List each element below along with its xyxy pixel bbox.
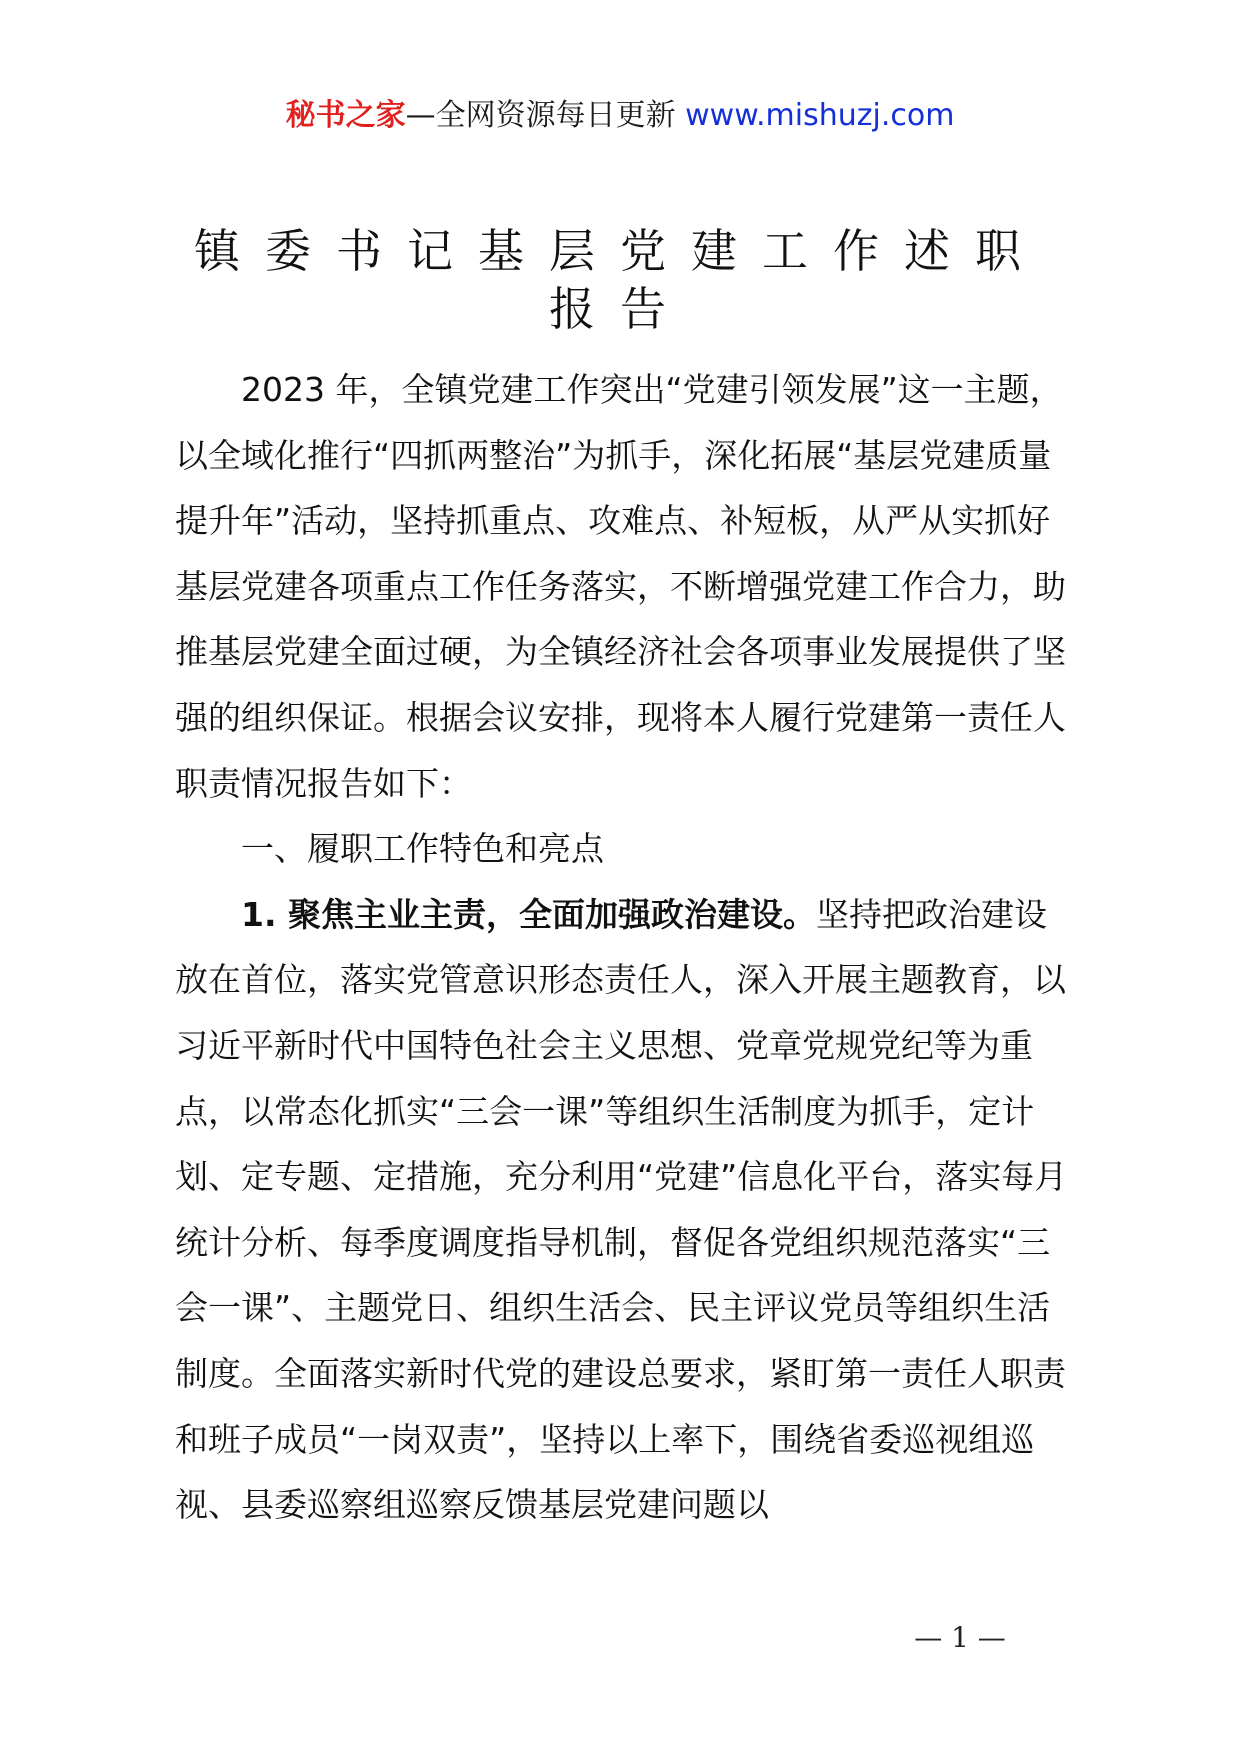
item-1-body: 坚持把政治建设放在首位，落实党管意识形态责任人，深入开展主题教育，以习近平新时代中国特色社会主义思想、党章党规党纪等为重点，以常态化抓实“三会一课”等组织生活制度为抓手，定计划、定专题、定措施，充分利用“党建”信息化平台，落实每月统计分析、每季度调度指导机制，督促各党组织规范落实“三会一课”、主题党日、组织生活会、民主评议党员等组织生活制度。全面落实新时代党的建设总要求，紧盯第一责任人职责和班子成员“一岗双责”，坚持以上率下，围绕省委巡视组巡视、县委巡察组巡察反馈基层党建问题以	[175, 894, 1068, 1525]
banner-tagline: —全网资源每日更新	[405, 98, 676, 133]
brand-name: 秘书之家	[285, 98, 406, 133]
item-1-lead: 1. 聚焦主业主责，全面加强政治建设。	[241, 894, 816, 934]
document-body	[175, 357, 1075, 1538]
intro-paragraph: 2023 年，全镇党建工作突出“党建引领发展”这一主题，以全域化推行“四抓两整治”为抓手，深化拓展“基层党建质量提升年”活动，坚持抓重点、攻难点、补短板，从严从实抓好基层党建各项重点工作任务落实，不断增强党建工作合力，助推基层党建全面过硬，为全镇经济社会各项事业发展提供了坚强的组织保证。根据会议安排，现将本人履行党建第一责任人职责情况报告如下：	[175, 370, 1066, 803]
section-heading: 一、履职工作特色和亮点	[241, 829, 604, 869]
site-url-link[interactable]: www.mishuzj.com	[685, 98, 955, 133]
site-banner	[0, 96, 1240, 136]
page-number: — 1 —	[914, 1621, 1006, 1654]
document-title: 镇委书记基层党建工作述职报告	[194, 224, 1046, 336]
item-1-paragraph	[175, 882, 1075, 1538]
